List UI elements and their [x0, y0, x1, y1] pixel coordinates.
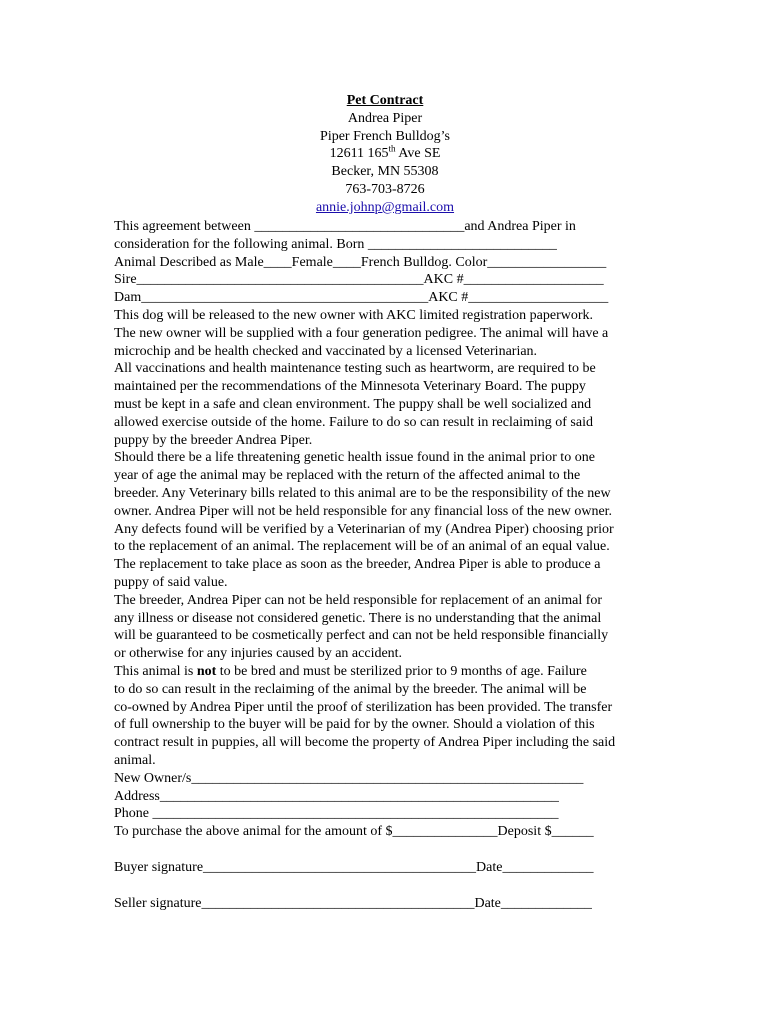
sterilization-text: This animal is — [114, 663, 197, 679]
paragraph-line: any illness or disease not considered genetic. There is no understanding that the animal — [114, 610, 602, 626]
buyer-signature-field[interactable]: Buyer signature_______________________________________Date_____________ — [114, 859, 594, 875]
contract-body — [114, 218, 659, 912]
email-link[interactable]: annie.johnp@gmail.com — [315, 199, 455, 215]
paragraph-line: or otherwise for any injuries caused by an accident. — [114, 646, 403, 662]
paragraph-line: This dog will be released to the new owner with AKC limited registration paperwork. — [114, 307, 594, 323]
animal-description-line: Animal Described as Male____Female____French Bulldog. Color_________________ — [114, 254, 607, 270]
paragraph-line: breeder. Any Veterinary bills related to this animal are to be the responsibility of the new — [114, 485, 611, 501]
agreement-line: This agreement between ______________________________and Andrea Piper in — [114, 219, 576, 234]
dam-line: Dam_________________________________________AKC #____________________ — [114, 290, 609, 306]
paragraph-line: must be kept in a safe and clean environment. The puppy shall be well socialized and — [114, 396, 592, 412]
sire-line: Sire_________________________________________AKC #____________________ — [114, 272, 604, 288]
paragraph-line: Should there be a life threatening genetic health issue found in the animal prior to one — [114, 450, 595, 466]
street-address — [0, 145, 770, 163]
street-number: 12611 165 — [329, 146, 389, 162]
paragraph-line: year of age the animal may be replaced with the return of the affected animal to the — [114, 468, 581, 484]
paragraph-line: contract result in puppies, all will become the property of Andrea Piper including the said — [114, 735, 616, 751]
paragraph-line: microchip and be health checked and vaccinated by a licensed Veterinarian. — [114, 343, 538, 359]
emphasis-not: not — [196, 663, 217, 679]
paragraph-line: The new owner will be supplied with a four generation pedigree. The animal will have a — [114, 325, 609, 341]
phone-number: 763-703-8726 — [345, 181, 425, 197]
paragraph-line: maintained per the recommendations of the Minnesota Veterinary Board. The puppy — [114, 379, 586, 395]
contract-title: Pet Contract — [346, 93, 424, 108]
paragraph-line: Any defects found will be verified by a Veterinarian of my (Andrea Piper) choosing prior — [114, 521, 614, 537]
spacer — [114, 841, 659, 859]
paragraph-line: All vaccinations and health maintenance testing such as heartworm, are required to be — [114, 361, 596, 377]
consideration-line: consideration for the following animal. Born ___________________________ — [114, 236, 557, 252]
paragraph-line: puppy by the breeder Andrea Piper. — [114, 432, 313, 448]
new-owner-field[interactable]: New Owner/s________________________________________________________ — [114, 770, 584, 786]
sterilization-line — [114, 663, 659, 681]
paragraph-line: to the replacement of an animal. The replacement will be of an animal of an equal value. — [114, 539, 610, 555]
purchase-amount-field[interactable]: To purchase the above animal for the amount of $_______________Deposit $______ — [114, 824, 594, 840]
business-name: Piper French Bulldog’s — [320, 128, 450, 144]
breeder-name: Andrea Piper — [347, 110, 423, 126]
paragraph-line: animal. — [114, 752, 156, 768]
street-name: Ave SE — [395, 146, 441, 162]
seller-signature-field[interactable]: Seller signature_______________________________________Date_____________ — [114, 895, 592, 911]
paragraph-line: to do so can result in the reclaiming of the animal by the breeder. The animal will be — [114, 681, 587, 697]
paragraph-line: puppy of said value. — [114, 574, 228, 590]
sterilization-text: to be bred and must be sterilized prior to 9 months of age. Failure — [216, 663, 587, 679]
paragraph-line: The breeder, Andrea Piper can not be held responsible for replacement of an animal for — [114, 592, 603, 608]
spacer — [114, 877, 659, 895]
paragraph-line: of full ownership to the buyer will be paid for by the owner. Should a violation of this — [114, 717, 595, 733]
paragraph-line: allowed exercise outside of the home. Failure to do so can result in reclaiming of said — [114, 414, 593, 430]
address-field[interactable]: Address_________________________________________________________ — [114, 788, 559, 804]
contract-header — [0, 92, 770, 217]
city-state-zip: Becker, MN 55308 — [331, 164, 439, 180]
ordinal-suffix: th — [388, 143, 396, 154]
paragraph-line: will be guaranteed to be cosmetically perfect and can not be held responsible financially — [114, 628, 609, 644]
paragraph-line: owner. Andrea Piper will not be held responsible for any financial loss of the new owner. — [114, 503, 613, 519]
paragraph-line: co-owned by Andrea Piper until the proof of sterilization has been provided. The transfer — [114, 699, 613, 715]
paragraph-line: The replacement to take place as soon as the breeder, Andrea Piper is able to produce a — [114, 557, 601, 573]
phone-field[interactable]: Phone __________________________________________________________ — [114, 806, 559, 822]
